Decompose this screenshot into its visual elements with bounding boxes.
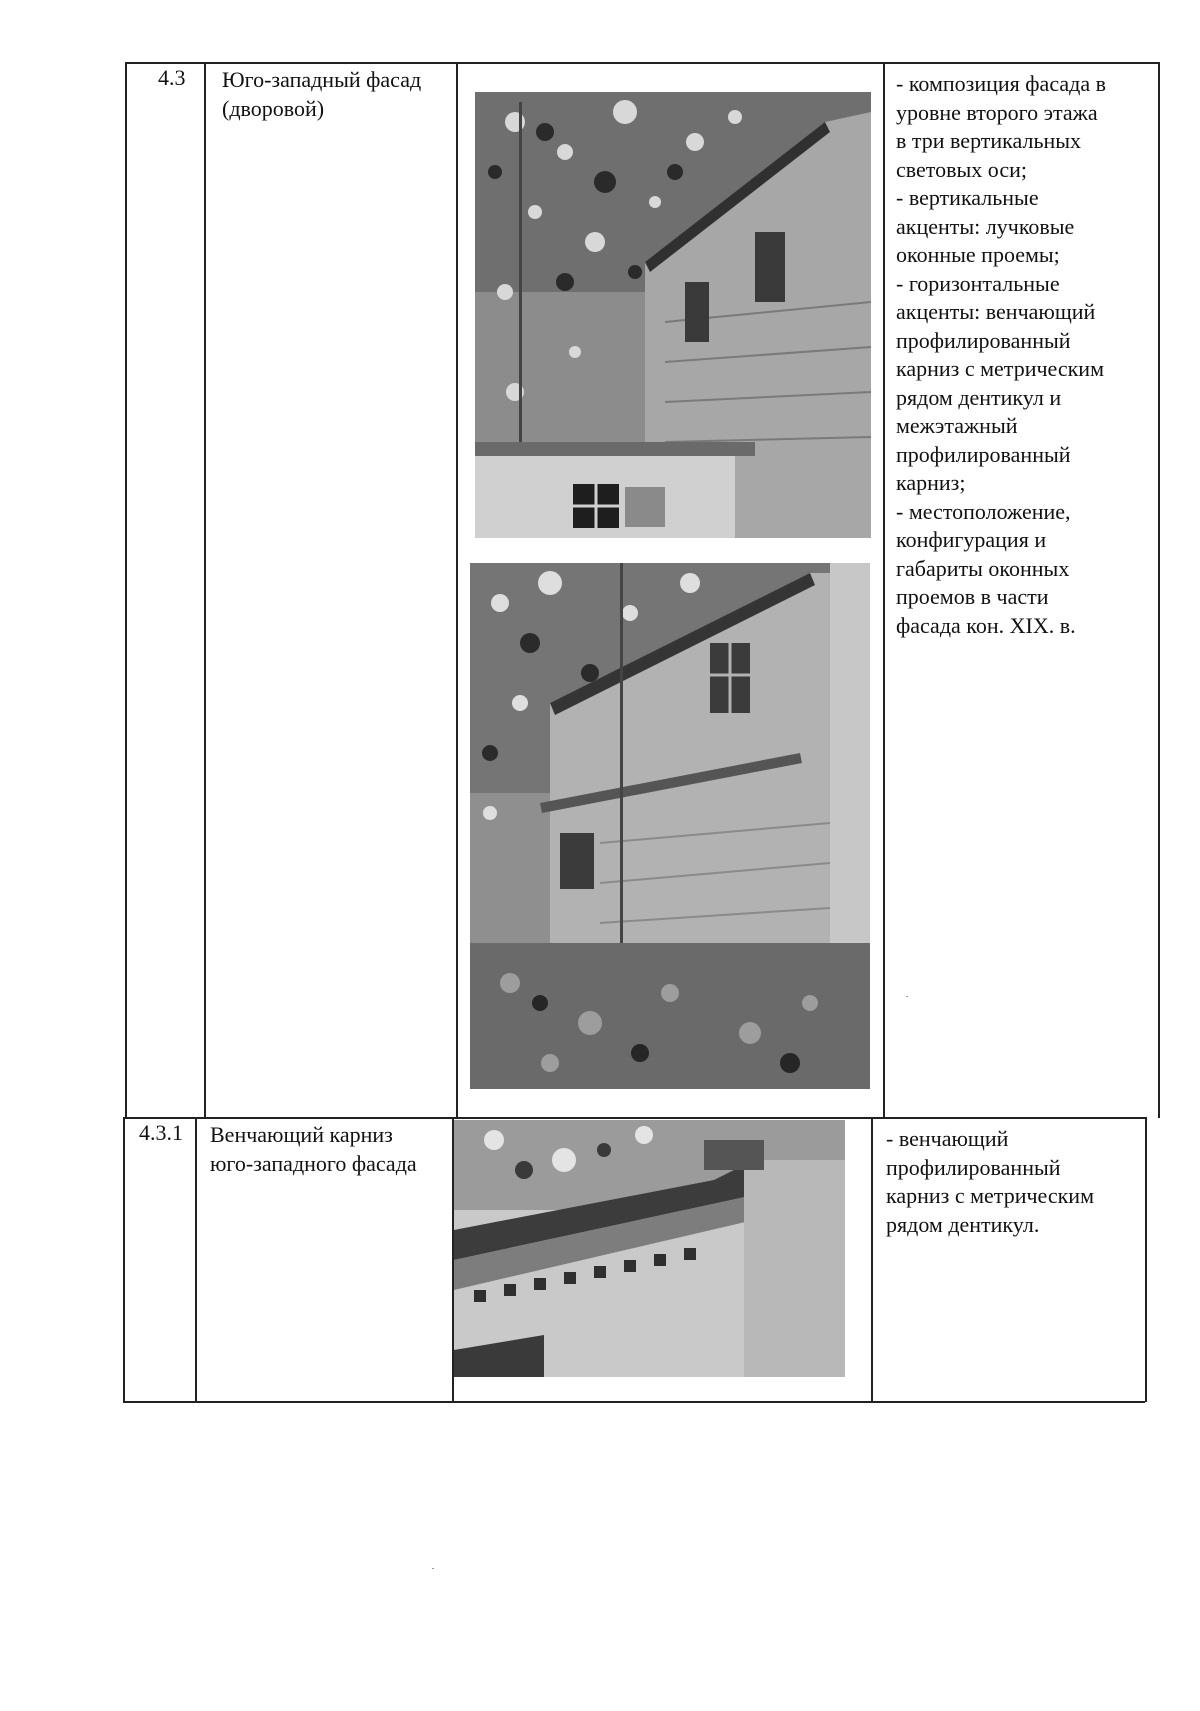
facade-photo-upper [475,92,871,538]
element-description: - композиция фасада в уровне второго этажа в три вертикальных световых оси; - вертикальные акценты: лучковые оконные проемы; - горизонтальные акценты: венчающий профилированный карниз с метрическим рядом дентикул и межэтажный профилированный карниз; - местоположение, конфигурация и габариты оконных проемов в части фасада кон. XIX. в. [896,71,1106,638]
row-number: 4.3.1 [139,1120,183,1145]
table-col-line-1 [125,62,127,1118]
element-name: Венчающий карниз юго-западного фасада [210,1122,417,1176]
table-col-line-2 [204,62,206,1118]
table-col-line-2b [195,1117,197,1402]
table-col-line-1b [123,1117,125,1402]
element-name: Юго-западный фасад (дворовой) [222,67,422,121]
table-border-bottom [123,1401,1145,1403]
table-row-divider [123,1117,1147,1119]
table-col-line-5 [1158,62,1160,1118]
table-col-line-4b [871,1117,873,1402]
facade-photo-lower [470,563,870,1089]
table-col-line-4 [883,62,885,1118]
scan-speck [906,996,908,997]
row-number: 4.3 [158,65,186,90]
table-col-line-3 [456,62,458,1118]
cornice-photo [454,1120,845,1377]
table-border-top [125,62,1159,64]
table-col-line-5b [1145,1117,1147,1402]
element-description: - венчающий профилированный карниз с метрическим рядом дентикул. [886,1126,1094,1237]
scan-speck [432,1568,434,1569]
